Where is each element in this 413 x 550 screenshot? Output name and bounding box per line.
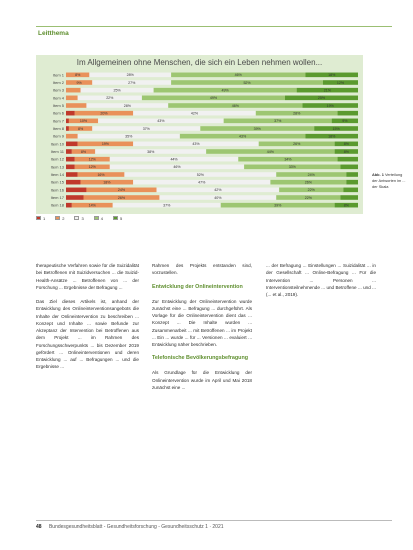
legend-item — [94, 216, 103, 221]
legend-item — [74, 216, 83, 221]
legend-label: 3 — [81, 216, 84, 221]
data-label: 8% — [343, 142, 349, 147]
bar-segment — [340, 195, 358, 200]
col2-paragraph-1: Rahmen des Projekts entstanden sind, vorzustellen. — [152, 263, 252, 276]
data-label: 33% — [288, 165, 296, 170]
legend-item — [113, 216, 122, 221]
data-label: 52% — [243, 80, 251, 85]
data-label: 43% — [239, 134, 247, 139]
caption-label: Abb. 1 — [372, 172, 384, 177]
data-label: 49% — [221, 88, 229, 93]
row-label: Item 8 — [52, 126, 64, 132]
row-label: Item 6 — [52, 110, 64, 116]
bar-segment — [338, 157, 358, 162]
data-label: 46% — [234, 73, 242, 78]
data-label: 27% — [128, 80, 136, 85]
text-column-2 — [152, 262, 252, 391]
legend-label: 1 — [43, 216, 46, 221]
data-label: 19% — [326, 103, 334, 108]
bar-segment — [66, 111, 75, 116]
data-label: 52% — [196, 172, 204, 177]
data-label: 25% — [317, 96, 326, 101]
col3-paragraph-1: ... der Befragung ... Einstellungen ... Suizidalität ... in der Gesellschaft ... Online-Befragung ... Für die Intervention ... Personen ... Interventionsteilnehmende ... und Betroffene ... und ... (... et al., 2019). — [266, 263, 376, 297]
data-label: 18% — [328, 73, 336, 78]
legend-swatch — [94, 216, 99, 220]
row-label: Item 18 — [50, 202, 64, 208]
data-label: 9% — [342, 119, 348, 124]
data-label: 37% — [163, 203, 171, 208]
data-label: 12% — [336, 80, 345, 85]
col2-paragraph-3: Als Grundlage für die Entwicklung der Onlineintervention wurde im April und Mai 2018 zunächst eine ... — [152, 370, 252, 390]
legend-swatch — [55, 216, 60, 220]
row-label: Item 10 — [50, 141, 64, 147]
bar-segment — [66, 180, 81, 185]
data-label: 16% — [97, 172, 105, 177]
data-label: 43% — [192, 142, 200, 147]
legend-swatch — [36, 216, 41, 220]
figure-caption — [372, 172, 408, 190]
data-label: 28% — [123, 103, 131, 108]
legend-swatch — [74, 216, 79, 220]
bar-segment — [66, 195, 84, 200]
data-label: 18% — [103, 180, 111, 185]
data-label: 28% — [293, 111, 301, 116]
data-label: 26% — [293, 142, 301, 147]
bar-segment — [66, 188, 86, 193]
data-label: 43% — [157, 119, 165, 124]
row-label: Item 14 — [50, 172, 64, 178]
caption-text: Verteilung der Antworten im ... der Skala — [372, 172, 406, 189]
data-label: 22% — [106, 96, 114, 101]
data-label: 26% — [117, 195, 126, 200]
data-label: 44% — [266, 149, 275, 154]
chart-title: Im Allgemeinen ohne Menschen, die sich ein Leben nehmen wollen... — [76, 58, 323, 67]
legend-swatch — [113, 216, 118, 220]
data-label: 24% — [117, 188, 126, 193]
data-label: 22% — [307, 188, 315, 193]
page-footer — [36, 520, 392, 530]
legend-item — [55, 216, 64, 221]
section-tag — [36, 26, 392, 38]
bar-segment — [340, 165, 358, 170]
bar-segment — [338, 111, 358, 116]
data-label: 9% — [76, 80, 82, 85]
row-label: Item 16 — [50, 187, 64, 193]
bar-segment — [66, 96, 78, 101]
text-column-3 — [266, 262, 376, 298]
data-label: 26% — [304, 180, 312, 185]
bar-segment — [66, 103, 86, 108]
section-heading-survey: Telefonische Bevölkerungsbefragung — [152, 355, 249, 362]
data-label: 8% — [75, 73, 81, 78]
data-label: 8% — [343, 149, 349, 154]
bar-segment — [66, 157, 75, 162]
row-label: Item 7 — [52, 118, 64, 124]
section-tag-label: Leitthema — [38, 30, 69, 37]
page-number: 48 — [36, 524, 42, 530]
bar-segment — [66, 172, 78, 177]
data-label: 12% — [88, 165, 96, 170]
row-label: Item 2 — [52, 80, 64, 86]
row-label: Item 1 — [52, 72, 64, 78]
bar-segment — [343, 188, 358, 193]
bar-segment — [66, 149, 72, 154]
data-label: 15% — [332, 126, 340, 131]
bar-segment — [66, 119, 69, 124]
data-label: 25% — [113, 88, 121, 93]
data-label: 42% — [214, 188, 222, 193]
row-label: Item 5 — [52, 103, 64, 109]
row-label: Item 17 — [50, 195, 64, 201]
data-label: 34% — [284, 157, 292, 162]
data-label: 35% — [125, 134, 133, 139]
col1-paragraph-1: therapeutische Verfahren sowie für die Suizidalität bei Betroffenen mit Suizidversuchen ... die Suizid-Health-Ansätze ... Betroffenen von ... der Forschung ... Ergebnisse der Befragung ... — [36, 263, 139, 290]
bar-segment — [346, 172, 358, 177]
legend-item — [36, 216, 45, 221]
data-label: 8% — [343, 203, 349, 208]
col2-paragraph-2: Zur Entwicklung der Onlineintervention wurde zunächst eine ... Befragung ... durchgeführt. Als Vorlage für die Onlineintervention dient das ... Konzept ... Die Inhalte wurden ... Zusammenarbeit ... mit Betroffenen ... im Projekt ... Ein ... wurde ... für ... Versionen ... evaluiert ... Entwicklung näher beschrieben. — [152, 298, 252, 347]
text-column-1 — [36, 262, 139, 371]
bar-segment — [346, 180, 358, 185]
row-label: Item 3 — [52, 87, 64, 93]
legend-label: 4 — [100, 216, 103, 221]
legend-label: 2 — [62, 216, 65, 221]
figure-chart — [36, 55, 363, 214]
data-label: 14% — [88, 203, 96, 208]
data-label: 20% — [100, 111, 108, 116]
row-label: Item 13 — [50, 164, 64, 170]
data-label: 46% — [173, 165, 181, 170]
legend-label: 5 — [119, 216, 123, 221]
bar-segment — [66, 126, 69, 131]
chart-legend — [36, 216, 363, 224]
data-label: 21% — [323, 88, 331, 93]
data-label: 44% — [170, 157, 178, 162]
data-label: 39% — [253, 126, 261, 131]
journal-name: Bundesgesundheitsblatt - Gesundheitsforschung - Gesundheitsschutz 1 · 2021 — [48, 524, 224, 530]
data-label: 24% — [307, 172, 315, 177]
row-label: Item 4 — [52, 95, 64, 101]
row-label: Item 11 — [50, 149, 64, 155]
data-label: 8% — [77, 126, 84, 131]
data-label: 22% — [304, 195, 312, 200]
data-label: 40% — [214, 195, 222, 200]
bar-segment — [66, 88, 81, 93]
section-heading-development: Entwicklung der Onlineintervention — [152, 283, 243, 290]
col1-paragraph-2: Das Ziel dieses Artikels ist, anhand der Entwicklung des Onlineinterventionsangebots die Inhalte der Onlineintervention zu beschreiben ... Konzept und Inhalte ... sowie Befunde zur Akzeptanz der Intervention bei Betroffenen aus dem Projekt ... im Rahmen des Forschungsschwerpunkts ... bis Dezember 2019 gefördert ... Onlineinterventionen und deren Entwicklung ... auf ... Befragungen ... und die Ergebnisse ... — [36, 299, 139, 370]
bar-segment — [66, 134, 78, 139]
data-label: 49% — [209, 96, 218, 101]
data-label: 12% — [88, 157, 96, 162]
data-label: 38% — [147, 149, 155, 154]
data-label: 37% — [142, 126, 150, 131]
data-label: 42% — [190, 111, 199, 116]
data-label: 8% — [80, 149, 87, 154]
bar-segment — [66, 142, 78, 147]
data-label: 46% — [231, 103, 239, 108]
data-label: 18% — [328, 134, 336, 139]
bar-segment — [66, 203, 72, 208]
row-label: Item 15 — [50, 179, 64, 185]
bar-segment — [66, 165, 75, 170]
data-label: 10% — [79, 119, 88, 124]
data-label: 39% — [274, 203, 282, 208]
data-label: 28% — [126, 73, 134, 78]
stacked-bar-chart — [36, 55, 363, 214]
row-label: Item 9 — [52, 133, 64, 139]
row-label: Item 12 — [50, 156, 64, 162]
data-label: 37% — [274, 119, 282, 124]
data-label: 19% — [101, 142, 110, 147]
data-label: 47% — [198, 180, 206, 185]
